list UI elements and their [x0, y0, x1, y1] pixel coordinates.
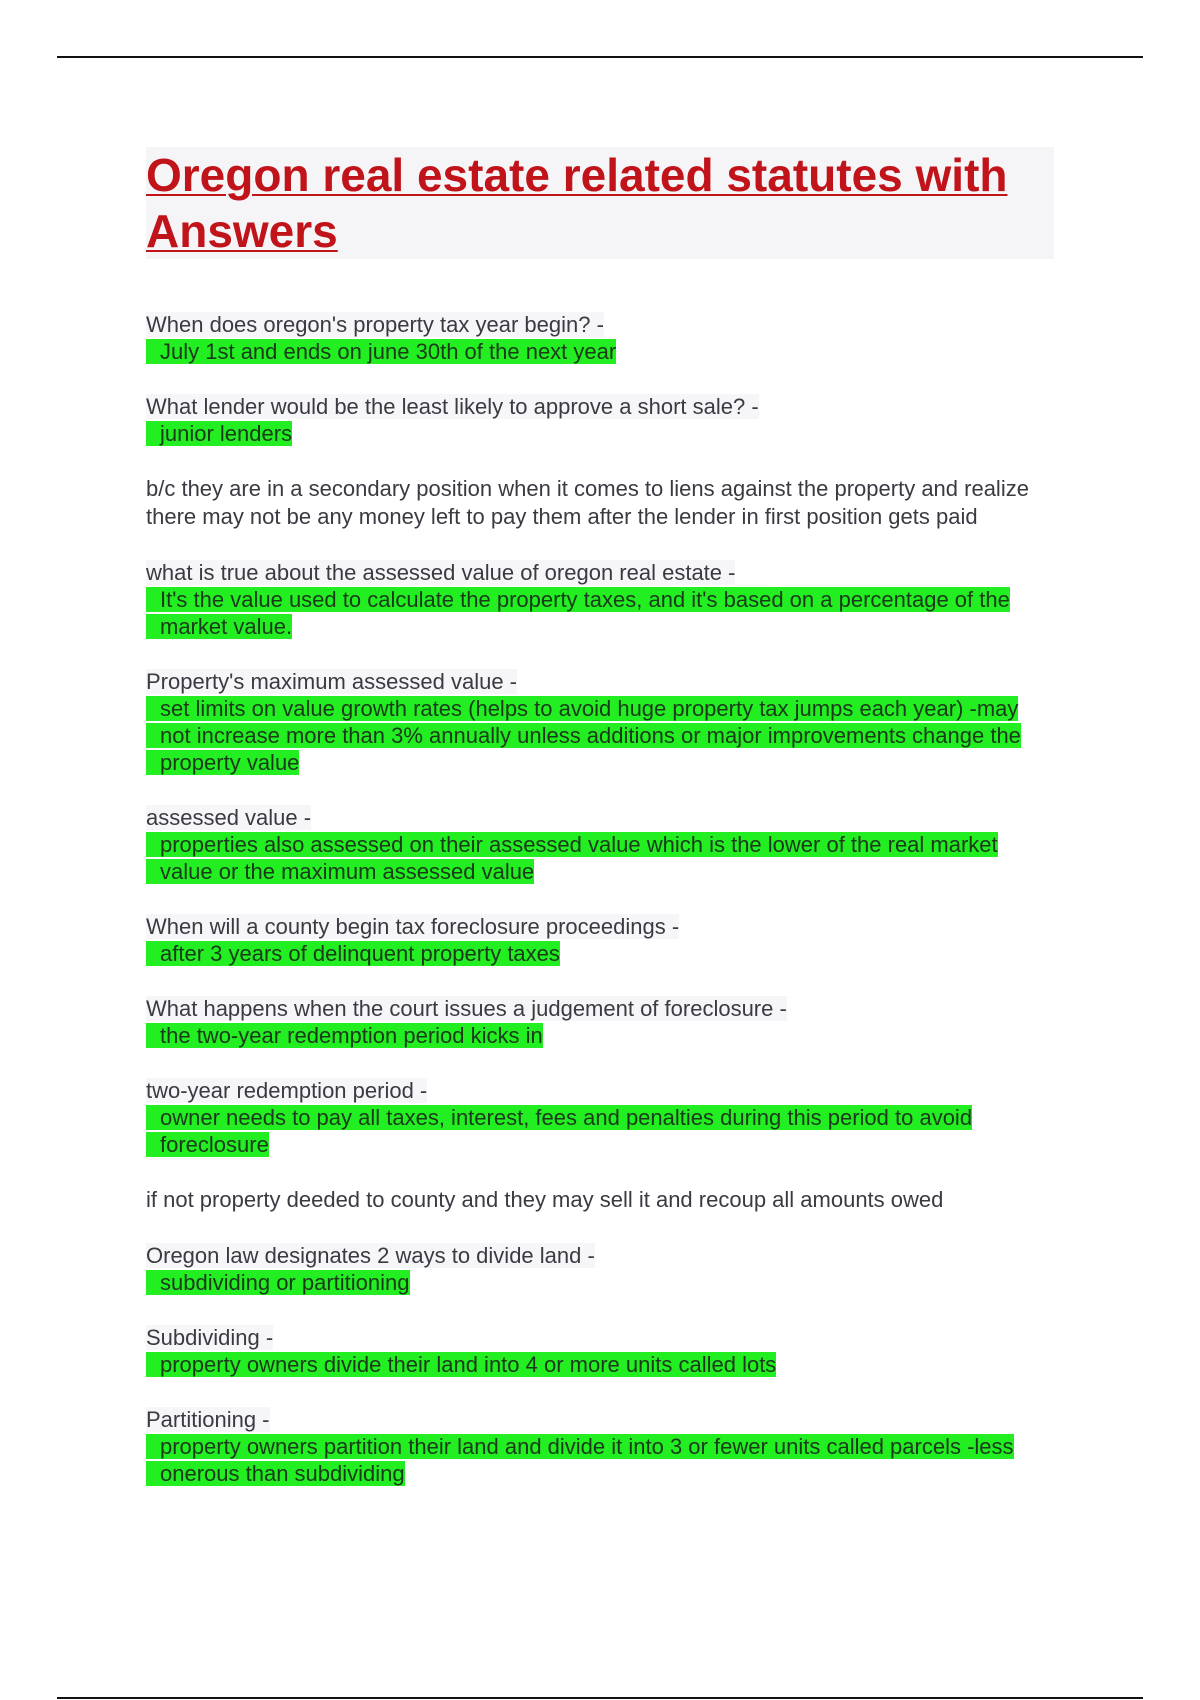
answer-block [146, 1433, 1054, 1487]
qa-item [146, 1406, 1054, 1487]
question-label: Partitioning - [146, 1407, 270, 1432]
qa-item [146, 1324, 1054, 1378]
answer-block [146, 586, 1054, 640]
qa-item [146, 668, 1054, 776]
question-label: assessed value - [146, 805, 312, 830]
answer-highlight: junior lenders [146, 421, 292, 446]
bottom-rule [57, 1697, 1143, 1699]
answer-highlight: It's the value used to calculate the property taxes, and it's based on a percentage of the market value. [146, 587, 1010, 639]
question-label: What happens when the court issues a judgement of foreclosure - [146, 996, 787, 1021]
question-text [146, 1242, 1054, 1269]
qa-item [146, 995, 1054, 1049]
answer-block [146, 695, 1054, 776]
question-label: What lender would be the least likely to approve a short sale? - [146, 394, 759, 419]
answer-block [146, 1269, 1054, 1296]
question-label: what is true about the assessed value of oregon real estate - [146, 560, 736, 585]
answer-block [146, 1022, 1054, 1049]
answer-highlight: property owners divide their land into 4 or more units called lots [146, 1352, 776, 1377]
question-text [146, 393, 1054, 420]
question-label: Property's maximum assessed value - [146, 669, 517, 694]
answer-highlight: properties also assessed on their assessed value which is the lower of the real market value or the maximum assessed value [146, 832, 998, 884]
qa-item [146, 804, 1054, 885]
qa-item [146, 1077, 1054, 1158]
document-body [146, 147, 1054, 1515]
answer-highlight: set limits on value growth rates (helps to avoid huge property tax jumps each year) -may not increase more than 3% annually unless additions or major improvements change the property value [146, 696, 1021, 775]
answer-highlight: property owners partition their land and divide it into 3 or fewer units called parcels -less onerous than subdividing [146, 1434, 1014, 1486]
answer-block [146, 1351, 1054, 1378]
question-text [146, 1406, 1054, 1433]
question-label: When will a county begin tax foreclosure proceedings - [146, 914, 680, 939]
document-title: Oregon real estate related statutes with Answers [146, 149, 1008, 257]
answer-block [146, 1104, 1054, 1158]
question-text [146, 668, 1054, 695]
explanation-note: if not property deeded to county and they may sell it and recoup all amounts owed [146, 1187, 944, 1212]
question-label: two-year redemption period - [146, 1078, 428, 1103]
question-text [146, 559, 1054, 586]
qa-item [146, 913, 1054, 967]
qa-item [146, 311, 1054, 365]
question-text [146, 995, 1054, 1022]
answer-block [146, 420, 1054, 447]
answer-highlight: owner needs to pay all taxes, interest, fees and penalties during this period to avoid foreclosure [146, 1105, 972, 1157]
question-label: Oregon law designates 2 ways to divide land - [146, 1243, 595, 1268]
qa-item [146, 393, 1054, 447]
answer-highlight: the two-year redemption period kicks in [146, 1023, 543, 1048]
question-text [146, 913, 1054, 940]
answer-highlight: July 1st and ends on june 30th of the next year [146, 339, 616, 364]
question-text [146, 311, 1054, 338]
explanation-note: b/c they are in a secondary position when it comes to liens against the property and realize there may not be any money left to pay them after the lender in first position gets paid [146, 476, 1029, 529]
question-label: Subdividing - [146, 1325, 274, 1350]
question-text [146, 1324, 1054, 1351]
question-label: When does oregon's property tax year begin? - [146, 312, 604, 337]
question-text [146, 804, 1054, 831]
answer-highlight: subdividing or partitioning [146, 1270, 410, 1295]
top-rule [57, 56, 1143, 58]
question-text [146, 1077, 1054, 1104]
answer-block [146, 831, 1054, 885]
title-block [146, 147, 1054, 259]
qa-item [146, 1242, 1054, 1296]
qa-item [146, 559, 1054, 640]
answer-highlight: after 3 years of delinquent property taxes [146, 941, 560, 966]
answer-block [146, 338, 1054, 365]
qa-list [146, 311, 1054, 1487]
answer-block [146, 940, 1054, 967]
